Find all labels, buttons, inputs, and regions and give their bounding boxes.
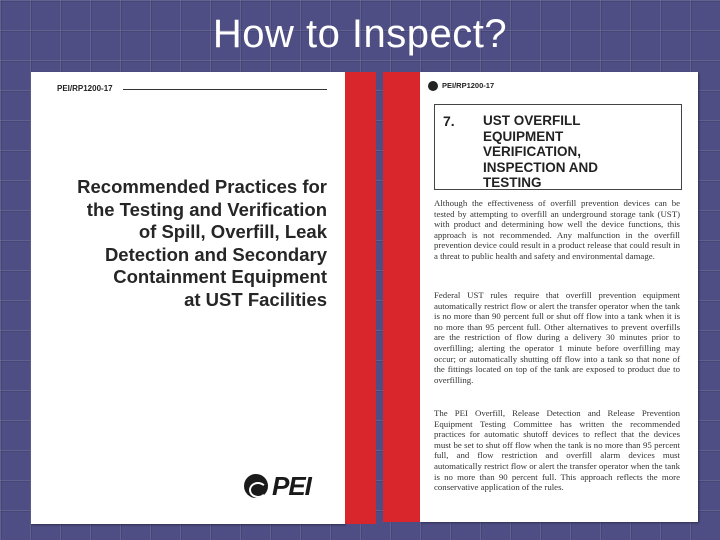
section-title-line: EQUIPMENT (483, 128, 564, 144)
cover-page (31, 72, 345, 524)
pei-header-icon (428, 81, 438, 91)
cover-title-line: at UST Facilities (184, 288, 327, 310)
cover-header-rule (123, 89, 327, 90)
section-title-line: VERIFICATION, (483, 144, 582, 159)
inner-red-stripe (383, 72, 420, 522)
cover-report-title (37, 176, 327, 311)
cover-title-line: Recommended Practices for (77, 176, 327, 197)
cover-title-line: of Spill, Overfill, Leak (138, 221, 327, 242)
cover-red-stripe (345, 72, 376, 524)
body-paragraph: The PEI Overfill, Release Detection and Release Prevention Equipment Testing Committee has written the recommended practices for automatic shutoff devices to reflect that the devices must be set to shut off flow when the tank is no more than 95 percent full, and flow restriction and overfill alarm devices must automatically restrict flow or alert the transfer operator when the tank is no more than 90 percent full. This approach reflects the more conservative application of the rules. (434, 408, 680, 493)
cover-title-line: Containment Equipment (113, 266, 327, 287)
cover-title-line: Detection and Secondary (104, 243, 327, 265)
pei-swirl-icon (244, 474, 268, 498)
slide-title: How to Inspect? (212, 12, 508, 56)
cover-doc-id: PEI/RP1200-17 (57, 84, 113, 93)
section-title (483, 113, 673, 191)
cover-title-line: the Testing and Verification (86, 198, 327, 220)
section-title-line: INSPECTION AND (483, 159, 599, 175)
section-title-line: TESTING (483, 175, 542, 190)
pei-logo (244, 472, 334, 502)
body-paragraph: Although the effectiveness of overfill prevention devices can be tested by attempting to overfill an underground storage tank (UST) with product and determining how well the device functions, this approach is not recommended. Any malfunction in the overfill prevention device could result in a product release that could result in a threat to public health and safety and environmental damage. (434, 198, 680, 261)
section-title-line: UST OVERFILL (483, 113, 581, 128)
body-paragraph: Federal UST rules require that overfill prevention equipment automatically restrict flow or alert the transfer operator when the tank is no more than 90 percent full or shut off flow into a tank when it is no more than 95 percent full. Other alternatives to prevent overfills are the restriction of flow during a delivery 30 minutes prior to overfilling; alerting the operator 1 minute before overfilling may occur; or automatically shutting off flow into a tank so that none of the fittings located on top of the tank are exposed to product due to overfilling. (434, 290, 680, 385)
section-heading-box (434, 104, 682, 190)
section-number: 7. (443, 113, 455, 129)
inner-doc-id: PEI/RP1200-17 (442, 81, 495, 90)
pei-logo-text: PEI (272, 471, 311, 501)
inner-page (420, 72, 698, 522)
